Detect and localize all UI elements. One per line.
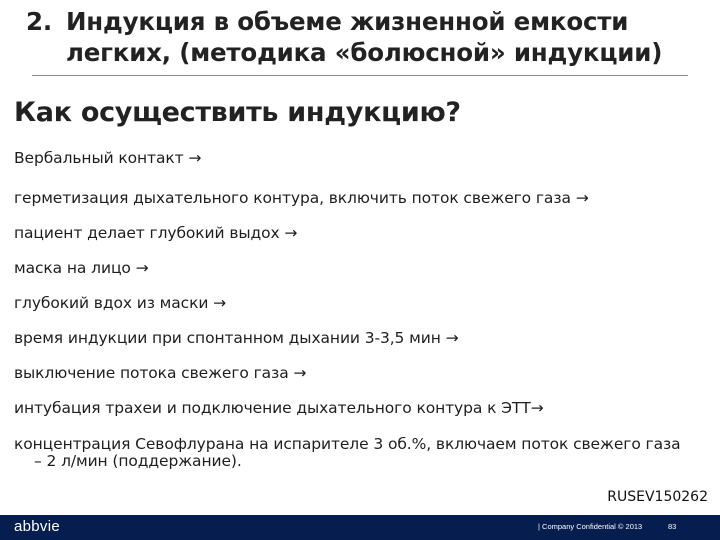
abbvie-logo: abbvie <box>14 518 61 535</box>
step-item: интубация трахеи и подключение дыхательного контура к ЭТТ→ <box>14 399 544 417</box>
slide-title <box>26 6 716 68</box>
step-item: время индукции при спонтанном дыхании 3-3,5 мин → <box>14 329 459 347</box>
footer-bar <box>0 515 720 540</box>
step-item: Вербальный контакт → <box>14 149 202 167</box>
last-step-line-1: концентрация Севофлурана на испарителе 3 об.%, включаем поток свежего газа <box>14 435 681 453</box>
step-item: выключение потока свежего газа → <box>14 364 307 382</box>
page-number: 83 <box>668 522 677 531</box>
title-line-1 <box>26 6 716 37</box>
title-number: 2. <box>26 7 52 36</box>
step-item: пациент делает глубокий выдох → <box>14 224 298 242</box>
title-text-1: Индукция в объеме жизненной емкости <box>66 7 629 36</box>
last-step-line-2: – 2 л/мин (поддержание). <box>34 452 242 470</box>
document-code: RUSEV150262 <box>607 489 708 505</box>
confidential-notice: | Company Confidential © 2013 <box>538 522 643 531</box>
title-divider <box>32 75 688 76</box>
step-item: глубокий вдох из маски → <box>14 294 227 312</box>
title-line-2: легких, (методика «болюсной» индукции) <box>66 38 663 67</box>
step-item-last <box>14 436 706 470</box>
step-item: маска на лицо → <box>14 259 149 277</box>
step-item: герметизация дыхательного контура, включить поток свежего газа → <box>14 189 589 207</box>
subheading: Как осуществить индукцию? <box>14 97 461 128</box>
